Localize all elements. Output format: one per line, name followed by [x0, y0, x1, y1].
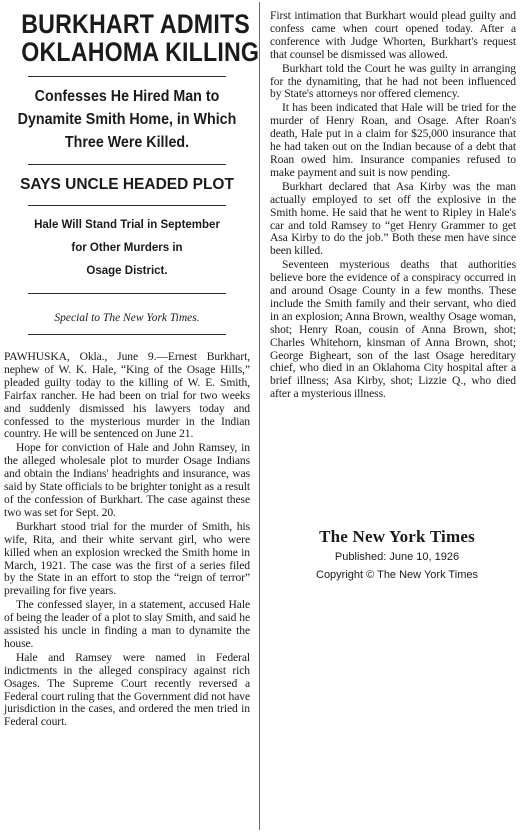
article-paragraph: Hope for conviction of Hale and John Ramsey, in the alleged wholesale plot to murder Osage Indians and obtain the Indians' headrights and insurance, was said by State officials to be brighter tonight as a result of the confession of Burkhart. The case against these two was set for Sept. 20. — [4, 441, 250, 519]
published-date: Published: June 10, 1926 — [334, 551, 460, 563]
rule-3 — [28, 205, 226, 206]
deck-3-line-3: Osage District. — [86, 265, 168, 277]
copyright: Copyright © The New York Times — [316, 569, 478, 581]
article-paragraph: Hale and Ramsey were named in Federal indictments in the alleged conspiracy against rich Osages. The Supreme Court recently reversed a Federal court ruling that the Government did not have jurisdiction in the cases, and ordered the men tried in Federal court. — [4, 650, 250, 729]
rule-2 — [28, 164, 226, 165]
left-column — [4, 2, 260, 730]
headline — [21, 9, 260, 67]
rule-5 — [28, 334, 226, 335]
headline-line-2: OKLAHOMA KILLING — [21, 37, 260, 67]
nyt-masthead: The New York Times — [319, 527, 475, 546]
deck-1 — [14, 85, 240, 154]
paragraph-text: —Ernest Burkhart, nephew of W. K. Hale, “King of the Osage Hills,” pleaded guilty today to the killing of W. E. Smith, Fairfax rancher. He had been on trial for two weeks and suddenly dismissed his lawyers today and confessed to the mysterious murder in the Indian country. He will be sentenced on June 21. — [4, 350, 250, 441]
article-paragraph: Seventeen mysterious deaths that authorities believe bore the evidence of a conspiracy occurred in and around Osage County in a few months. These include the Smith family and their servant, who died in an explosion; Anna Brown, wealthy Osage woman, shot; Henry Roan, cousin of Anna Brown, shot; Charles Whitehorn, kinsman of Anna Brown, shot; George Bigheart, son of the last Osage hereditary chief, who died in an Oklahoma City hospital after a brief illness; Asa Kirby, shot; Lizzie Q., who died after a mysterious illness. — [270, 258, 516, 401]
article-paragraph: First intimation that Burkhart would plead guilty and confess came when court opened today. After a conference with Judge Whorten, Burkhart's request that counsel be dismissed was allowed. — [270, 9, 516, 61]
article-paragraph: Burkhart told the Court he was guilty in arranging for the dynamiting, that he had not been influenced by State's attorneys nor offered clemency. — [270, 61, 516, 101]
deck-3 — [4, 214, 250, 283]
article-left-body — [4, 351, 250, 729]
deck-1-line-1: Confesses He Hired Man to — [34, 88, 220, 105]
deck-3-line-1: Hale Will Stand Trial in September — [34, 219, 220, 231]
article-right-body — [270, 10, 516, 401]
footer — [288, 527, 506, 583]
article-paragraph — [4, 351, 250, 441]
deck-2: SAYS UNCLE HEADED PLOT — [20, 176, 234, 193]
right-column — [270, 2, 516, 402]
deck-1-line-2: Dynamite Smith Home, in Which — [17, 111, 237, 128]
byline: Special to The New York Times. — [54, 312, 200, 324]
article-paragraph: Burkhart declared that Asa Kirby was the man actually employed to set off the explosive in the Smith home. He said that he went to Ripley in Hale's car and told Ramsey to “get Henry Grammer to get Asa Kirby to do the job.” Both these men have since been killed. — [270, 179, 516, 258]
article-paragraph: It has been indicated that Hale will be tried for the murder of Henry Roan, and Osage. After Roan's death, Hale put in a claim for $25,000 insurance that he had taken out on the Indian because of a debt that Roan owed him. Insurance companies refused to make payment and suit is now pending. — [270, 101, 516, 179]
deck-3-line-2: for Other Murders in — [71, 242, 183, 254]
column-divider — [259, 2, 260, 830]
rule-1 — [28, 76, 226, 77]
dateline: PAWHUSKA, Okla., June 9. — [4, 350, 157, 363]
article-paragraph: Burkhart stood trial for the murder of Smith, his wife, Rita, and their white servant girl, who were killed when an explosion wrecked the Smith home in March, 1921. The case was the first of a series filed by the State in an effort to stop the “reign of terror” prevailing for five years. — [4, 519, 250, 598]
article-paragraph: The confessed slayer, in a statement, accused Hale of being the leader of a plot to slay Smith, and said he assisted his uncle in finding a man to dynamite the house. — [4, 598, 250, 650]
headline-line-1: BURKHART ADMITS — [21, 9, 250, 39]
deck-1-line-3: Three Were Killed. — [64, 134, 190, 151]
rule-4 — [28, 293, 226, 294]
